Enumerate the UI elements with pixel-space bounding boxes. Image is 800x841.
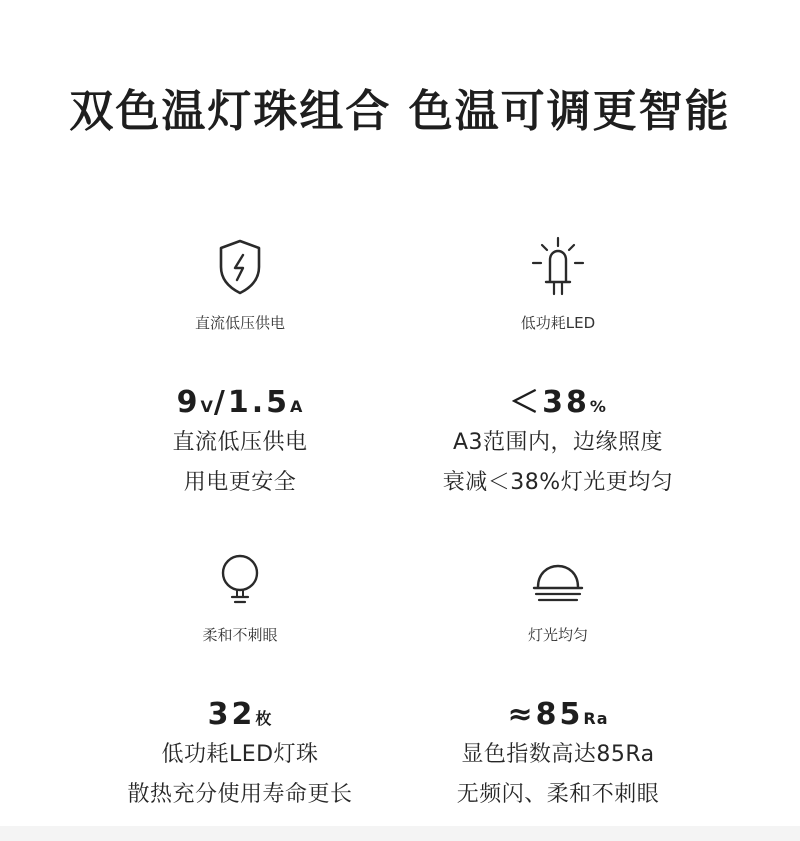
value-unit: % [589, 397, 607, 416]
feature-soft-light [60, 546, 420, 814]
feature-caption: 低功耗LED [520, 314, 596, 332]
feature-even-light [378, 546, 738, 814]
led-bulb-icon [528, 234, 588, 300]
feature-value [60, 384, 420, 422]
value-number: 9 [176, 385, 201, 420]
feature-caption: 直流低压供电 [194, 314, 285, 332]
feature-value [60, 696, 420, 734]
value-unit-secondary: A [289, 397, 304, 416]
feature-desc-line1: 直流低压供电 [172, 430, 308, 455]
value-number: ＜38 [509, 385, 590, 420]
shield-bolt-icon [210, 234, 270, 300]
value-unit: V [200, 397, 214, 416]
feature-desc-line1: 显色指数高达85Ra [461, 742, 655, 767]
feature-desc-line2: 用电更安全 [183, 470, 297, 495]
bottom-divider [0, 826, 800, 841]
feature-desc-line1: 低功耗LED灯珠 [161, 742, 319, 767]
value-unit: Ra [583, 709, 609, 728]
value-number: ≈85 [507, 697, 584, 732]
feature-value [378, 696, 738, 734]
feature-low-voltage [60, 234, 420, 502]
feature-value [378, 384, 738, 422]
soft-light-bulb-icon [210, 546, 270, 612]
feature-caption: 柔和不刺眼 [202, 626, 278, 644]
feature-desc-line2: 散热充分使用寿命更长 [127, 782, 353, 807]
value-unit: 枚 [255, 709, 273, 728]
feature-low-power-led [378, 234, 738, 502]
feature-desc-line2: 衰减＜38%灯光更均匀 [442, 470, 674, 495]
value-number: 32 [207, 697, 256, 732]
page-title: 双色温灯珠组合 色温可调更智能 [69, 86, 731, 137]
value-number-secondary: /1.5 [213, 385, 290, 420]
feature-desc-line1: A3范围内，边缘照度 [452, 430, 664, 455]
feature-caption: 灯光均匀 [527, 626, 588, 644]
feature-desc-line2: 无频闪、柔和不刺眼 [456, 782, 660, 807]
dome-light-icon [528, 546, 588, 612]
